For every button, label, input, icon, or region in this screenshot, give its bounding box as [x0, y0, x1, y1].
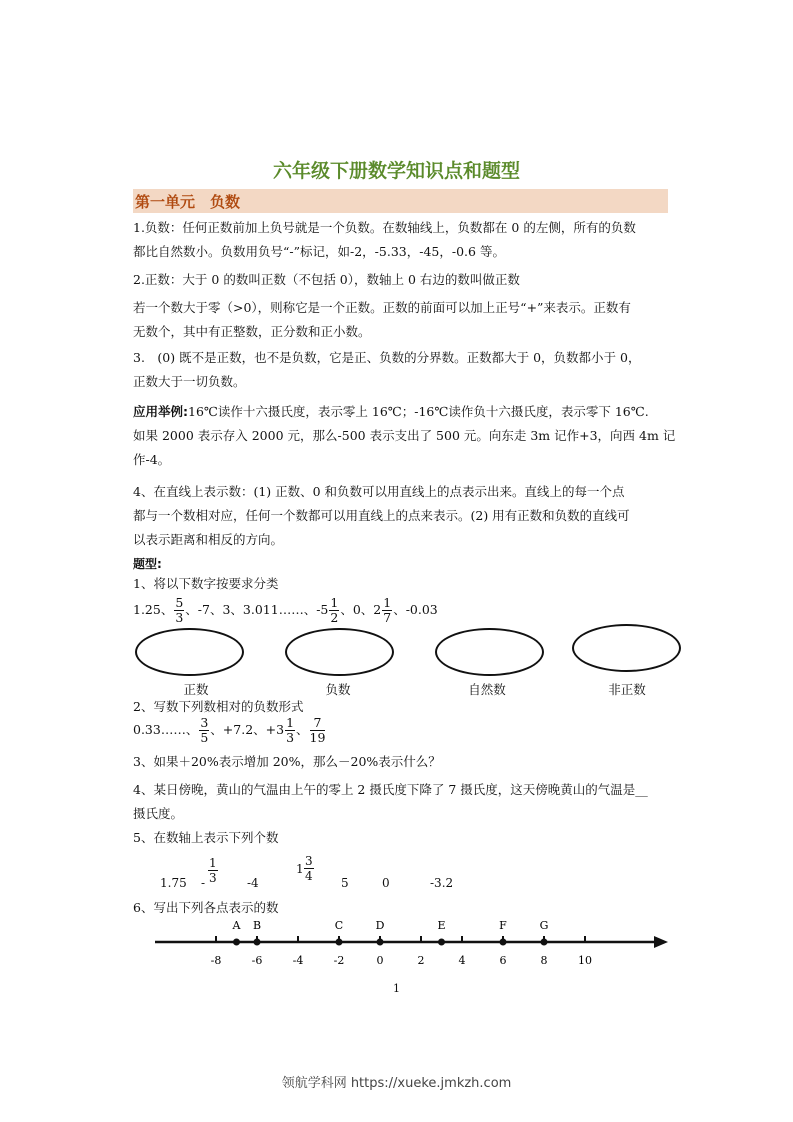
unit-heading: [133, 189, 668, 213]
page-title: 六年级下册数学知识点和题型: [272, 160, 520, 182]
point-label: B: [252, 919, 262, 932]
item-text: 、+7.2、+3: [210, 722, 285, 737]
category-oval-positive: [135, 628, 244, 676]
tick-label: 8: [540, 954, 548, 967]
point-F: [500, 939, 507, 946]
number-line: [150, 915, 670, 975]
item-text: 、: [296, 722, 309, 737]
paragraph-examples: [133, 400, 676, 472]
fraction: $\frac{5}{3}$: [175, 595, 184, 625]
category-oval-nonpositive: [572, 624, 681, 672]
question-2-items: [133, 716, 326, 745]
question-5: 5、在数轴上表示下列个数: [133, 830, 279, 845]
point-label: G: [539, 919, 549, 932]
oval-label: 自然数: [468, 682, 506, 697]
value-neg-4: -4: [247, 876, 259, 890]
oval-label: 非正数: [608, 682, 646, 697]
text-line: 作-4。: [133, 452, 171, 467]
question-4: [133, 778, 673, 826]
unit-heading-text: 第一单元 负数: [135, 193, 241, 211]
tick-label: 2: [417, 954, 425, 967]
value-0: 0: [382, 876, 390, 890]
point-label: F: [499, 919, 507, 932]
text-line: 3. (0) 既不是正数，也不是负数，它是正、负数的分界数。正数都大于 0，负数都小于 0，: [133, 350, 641, 365]
questions-title: 题型:: [133, 557, 162, 571]
point-label: C: [334, 919, 344, 932]
text-line: 无数个，其中有正整数，正分数和正小数。: [133, 324, 371, 339]
fraction: $\frac{1}{7}$: [383, 595, 392, 625]
page-number: 1: [393, 982, 400, 995]
paragraph-negative: [133, 216, 673, 264]
tick-label: 10: [578, 954, 592, 967]
tick-label: 0: [376, 954, 384, 967]
tick-label: 4: [458, 954, 466, 967]
point-E: [438, 939, 445, 946]
category-oval-negative: [285, 628, 394, 676]
item-text: 1.25、: [133, 602, 174, 617]
paragraph-positive: [133, 268, 673, 344]
fraction: $\frac{1}{2}$: [330, 595, 339, 625]
value-5: 5: [341, 876, 349, 890]
text-line: 以表示距离和相反的方向。: [133, 532, 284, 547]
text-line: 正数大于一切负数。: [133, 374, 246, 389]
text-line: 1.负数：任何正数前加上负号就是一个负数。在数轴线上，负数都在 0 的左侧，所有的负数: [133, 220, 636, 235]
value-1-75: 1.75: [160, 876, 187, 890]
point-B: [254, 939, 261, 946]
item-text: 、0、2: [340, 602, 382, 617]
oval-label: 负数: [325, 682, 351, 697]
item-text: 、-0.03: [393, 602, 438, 617]
paragraph-numberline: [133, 480, 673, 552]
value-neg-sign: -: [201, 876, 206, 890]
tick-label: -6: [251, 954, 263, 967]
tick-label: -8: [210, 954, 222, 967]
item-text: 、-7、3、3.011……、-5: [185, 602, 329, 617]
tick-label: -4: [292, 954, 304, 967]
fraction: $\frac{3}{5}$: [200, 715, 209, 745]
text-line: 若一个数大于零（>0），则称它是一个正数。正数的前面可以加上正号“+”来表示。正数有: [133, 300, 631, 315]
question-1: 1、将以下数字按要求分类: [133, 576, 279, 591]
text-line: 都与一个数相对应，任何一个数都可以用直线上的点来表示。(2) 用有正数和负数的直线可: [133, 508, 630, 523]
question-1-items: [133, 596, 438, 625]
examples-label: 应用举例:: [133, 404, 188, 419]
text-line: 摄氏度。: [133, 806, 184, 821]
point-C: [336, 939, 343, 946]
point-D: [377, 939, 384, 946]
point-A: [233, 939, 240, 946]
question-3: 3、如果＋20%表示增加 20%，那么－20%表示什么？: [133, 754, 441, 769]
value-neg-3-2: -3.2: [430, 876, 454, 890]
point-label: D: [375, 919, 385, 932]
fraction: $\frac{1}{3}$: [209, 856, 217, 885]
text-line: 4、在直线上表示数：(1) 正数、0 和负数可以用直线上的点表示出来。直线上的每一个点: [133, 484, 625, 499]
text-line: 16℃读作十六摄氏度，表示零上 16℃；-16℃读作负十六摄氏度，表示零下 16℃.: [188, 404, 649, 419]
paragraph-zero: [133, 346, 673, 394]
text-line: 如果 2000 表示存入 2000 元，那么-500 表示支出了 500 元。向东走 3m 记作+3，向西 4m 记: [133, 428, 676, 443]
point-G: [541, 939, 548, 946]
oval-label: 正数: [183, 682, 209, 697]
text-line: 都比自然数小。负数用负号“-”标记，如-2，-5.33，-45，-0.6 等。: [133, 244, 505, 259]
arrow-head-icon: [654, 936, 668, 948]
questions-section: [133, 554, 673, 594]
text-line: 2.正数：大于 0 的数叫正数（不包括 0），数轴上 0 右边的数叫做正数: [133, 272, 520, 287]
item-text: 0.33……、: [133, 722, 199, 737]
fraction: $\frac{7}{19}$: [309, 715, 326, 745]
footer-watermark: 领航学科网 https://xueke.jmkzh.com: [281, 1076, 512, 1091]
mixed-whole: 1: [296, 862, 304, 876]
tick-label: 6: [499, 954, 507, 967]
fraction: $\frac{1}{3}$: [286, 715, 295, 745]
tick-label: -2: [333, 954, 345, 967]
category-oval-natural: [435, 628, 544, 676]
question-6: 6、写出下列各点表示的数: [133, 900, 279, 915]
text-line: 4、某日傍晚，黄山的气温由上午的零上 2 摄氏度下降了 7 摄氏度，这天傍晚黄山的气温是__: [133, 782, 648, 797]
point-label: A: [232, 919, 241, 932]
question-2: 2、写数下列数相对的负数形式: [133, 699, 304, 714]
point-label: E: [437, 919, 446, 932]
fraction: $\frac{3}{4}$: [305, 854, 313, 883]
